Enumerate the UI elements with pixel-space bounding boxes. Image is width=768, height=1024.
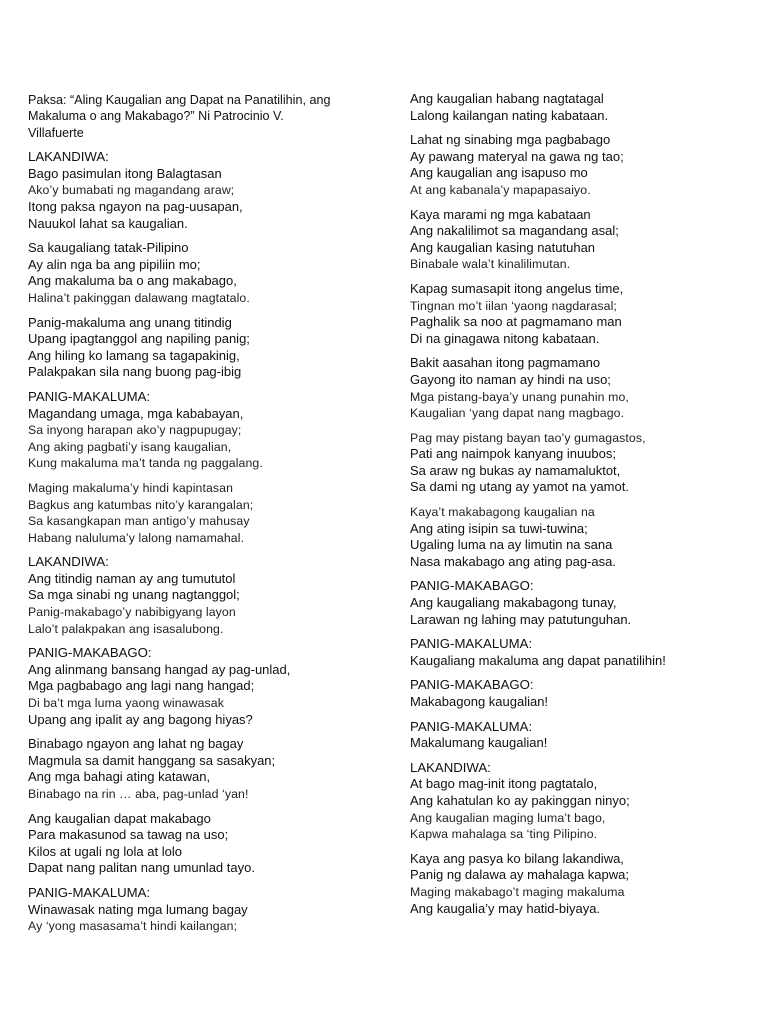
stanza <box>28 240 368 306</box>
verse-line: Maging makaluma’y hindi kapintasan <box>28 480 234 495</box>
verse-line: Ay alin nga ba ang pipiliin mo; <box>28 256 201 272</box>
stanza <box>410 355 750 421</box>
verse-line: Nasa makabago ang ating pag-asa. <box>410 553 616 569</box>
stanza <box>28 645 368 728</box>
stanza <box>410 760 750 843</box>
stanza <box>410 719 750 752</box>
verse-line: Nauukol lahat sa kaugalian. <box>28 215 188 231</box>
stanza <box>410 430 750 496</box>
verse-line: Magmula sa damit hanggang sa sasakyan; <box>28 752 276 768</box>
verse-line: Upang ipagtanggol ang napiling panig; <box>28 331 250 347</box>
speaker-label: PANIG-MAKALUMA: <box>410 718 533 734</box>
verse-line: Ang kaugalian kasing natutuhan <box>410 239 596 255</box>
verse-line: Ang kaugalian dapat makabago <box>28 810 211 826</box>
topic-line: Villafuerte <box>28 125 84 140</box>
speaker-label: LAKANDIWA: <box>28 149 109 165</box>
verse-line: Ako’y bumabati ng magandang araw; <box>28 183 235 198</box>
topic-line: Paksa: “Aling Kaugalian ang Dapat na Panatilihin, ang <box>28 93 331 107</box>
speaker-label: LAKANDIWA: <box>410 759 491 775</box>
verse-line: At bago mag-init itong pagtatalo, <box>410 776 598 792</box>
stanza <box>28 315 368 381</box>
verse-line: Lalo’t palakpakan ang isasalubong. <box>28 621 224 636</box>
verse-line: Lalong kailangan nating kabataan. <box>410 107 609 123</box>
verse-line: Panig ng dalawa ay mahalaga kapwa; <box>410 867 629 883</box>
verse-line: Di ba’t mga luma yaong winawasak <box>28 696 224 711</box>
speaker-label: PANIG-MAKALUMA: <box>28 884 151 900</box>
verse-line: At ang kabanala’y mapapasaiyo. <box>410 182 591 197</box>
verse-line: Kaugaliang makaluma ang dapat panatilihin! <box>410 652 666 668</box>
verse-line: Makalumang kaugalian! <box>410 735 548 751</box>
verse-line: Kapag sumasapit itong angelus time, <box>410 280 624 296</box>
verse-line: Kaya’t makabagong kaugalian na <box>410 505 595 520</box>
verse-line: Ang kaugaliang makabagong tunay, <box>410 595 617 611</box>
speaker-label: PANIG-MAKALUMA: <box>410 636 533 652</box>
verse-line: Ang alinmang bansang hangad ay pag-unlad, <box>28 661 291 677</box>
verse-line: Ang kahatulan ko ay pakinggan ninyo; <box>410 792 630 808</box>
verse-line: Kilos at ugali ng lola at lolo <box>28 843 182 859</box>
verse-line: Palakpakan sila nang buong pag-ibig <box>28 364 242 380</box>
verse-line: Sa araw ng bukas ay namamaluktot, <box>410 462 621 478</box>
verse-line: Ang kaugalian ang isapuso mo <box>410 165 588 181</box>
verse-line: Mga pagbabago ang lagi nang hangad; <box>28 678 255 694</box>
verse-line: Winawasak nating mga lumang bagay <box>28 901 248 917</box>
verse-line: Bago pasimulan itong Balagtasan <box>28 165 222 181</box>
stanza <box>28 149 368 232</box>
stanza <box>28 736 368 802</box>
verse-line: Bagkus ang katumbas nito’y karangalan; <box>28 497 254 512</box>
verse-line: Sa dami ng utang ay yamot na yamot. <box>410 479 629 495</box>
stanza <box>410 504 750 570</box>
speaker-label: PANIG-MAKABAGO: <box>410 677 534 693</box>
verse-line: Ang mga bahagi ating katawan, <box>28 769 211 785</box>
stanza <box>410 677 750 710</box>
verse-line: Kapwa mahalaga sa ‘ting Pilipino. <box>410 827 598 842</box>
verse-line: Pati ang naimpok kanyang inuubos; <box>410 446 616 462</box>
verse-line: Ang kaugalia’y may hatid-biyaya. <box>410 900 601 916</box>
verse-line: Sa kasangkapan man antigo’y mahusay <box>28 514 250 529</box>
stanza <box>28 885 368 935</box>
stanza <box>410 132 750 198</box>
verse-line: Makabagong kaugalian! <box>410 694 549 709</box>
verse-line: Para makasunod sa tawag na uso; <box>28 827 229 843</box>
stanza <box>410 207 750 273</box>
verse-line: Sa mga sinabi ng unang nagtanggol; <box>28 587 240 603</box>
stanza <box>410 578 750 628</box>
verse-line: Di na ginagawa nitong kabataan. <box>410 330 600 346</box>
topic-block <box>28 92 368 141</box>
verse-line: Upang ang ipalit ay ang bagong hiyas? <box>28 711 253 727</box>
right-stanzas <box>410 91 750 917</box>
speaker-label: PANIG-MAKALUMA: <box>28 388 151 404</box>
stanza <box>28 480 368 546</box>
verse-line: Ang aking pagbati’y isang kaugalian, <box>28 439 232 454</box>
speaker-label: PANIG-MAKABAGO: <box>28 645 152 661</box>
verse-line: Ang ating isipin sa tuwi-tuwina; <box>410 520 588 536</box>
verse-line: Gayong ito naman ay hindi na uso; <box>410 371 611 387</box>
verse-line: Sa inyong harapan ako’y nagpupugay; <box>28 423 242 438</box>
verse-line: Mga pistang-baya’y unang punahin mo, <box>410 389 629 404</box>
speaker-label: LAKANDIWA: <box>28 554 109 570</box>
verse-line: Kung makaluma ma’t tanda ng paggalang. <box>28 456 263 471</box>
stanza <box>28 811 368 877</box>
right-column <box>410 91 750 925</box>
verse-line: Bakit aasahan itong pagmamano <box>410 355 601 371</box>
left-stanzas <box>28 149 368 935</box>
verse-line: Ang makaluma ba o ang makabago, <box>28 273 237 289</box>
verse-line: Kaya ang pasya ko bilang lakandiwa, <box>410 850 624 866</box>
verse-line: Panig-makabago’y nabibigyang layon <box>28 605 236 620</box>
left-column <box>28 92 368 943</box>
topic-line: Makaluma o ang Makabago?” Ni Patrocinio V. <box>28 109 284 124</box>
verse-line: Paghalik sa noo at pagmamano man <box>410 314 622 330</box>
verse-line: Pag may pistang bayan tao’y gumagastos, <box>410 430 646 445</box>
verse-line: Ang kaugalian maging luma’t bago, <box>410 810 606 825</box>
verse-line: Ay pawang materyal na gawa ng tao; <box>410 148 624 164</box>
stanza <box>28 389 368 472</box>
stanza <box>410 851 750 917</box>
verse-line: Habang naluluma’y lalong namamahal. <box>28 530 245 545</box>
verse-line: Ang hiling ko lamang sa tagapakinig, <box>28 347 240 363</box>
verse-line: Halina’t pakinggan dalawang magtatalo. <box>28 290 250 305</box>
verse-line: Ang nakalilimot sa magandang asal; <box>410 223 619 239</box>
stanza <box>410 636 750 669</box>
verse-line: Magandang umaga, mga kababayan, <box>28 405 244 421</box>
verse-line: Tingnan mo’t iilan ‘yaong nagdarasal; <box>410 298 617 313</box>
verse-line: Ay ‘yong masasama’t hindi kailangan; <box>28 919 238 934</box>
stanza <box>28 554 368 637</box>
stanza <box>410 91 750 124</box>
verse-line: Binabale wala’t kinalilimutan. <box>410 257 571 272</box>
verse-line: Itong paksa ngayon na pag-uusapan, <box>28 199 243 214</box>
verse-line: Binabago ngayon ang lahat ng bagay <box>28 736 244 752</box>
verse-line: Kaugalian ‘yang dapat nang magbago. <box>410 406 625 421</box>
verse-line: Ang titindig naman ay ang tumututol <box>28 570 236 586</box>
verse-line: Larawan ng lahing may patutunguhan. <box>410 611 632 627</box>
stanza <box>410 281 750 347</box>
verse-line: Binabago na rin … aba, pag-unlad ‘yan! <box>28 787 249 801</box>
verse-line: Dapat nang palitan nang umunlad tayo. <box>28 860 255 876</box>
speaker-label: PANIG-MAKABAGO: <box>410 578 534 594</box>
verse-line: Maging makabago’t maging makaluma <box>410 884 625 899</box>
verse-line: Sa kaugaliang tatak-Pilipino <box>28 240 189 256</box>
verse-line: Lahat ng sinabing mga pagbabago <box>410 132 611 148</box>
verse-line: Panig-makaluma ang unang titindig <box>28 314 232 330</box>
verse-line: Kaya marami ng mga kabataan <box>410 206 591 222</box>
verse-line: Ugaling luma na ay limutin na sana <box>410 537 613 553</box>
verse-line: Ang kaugalian habang nagtatagal <box>410 91 604 106</box>
